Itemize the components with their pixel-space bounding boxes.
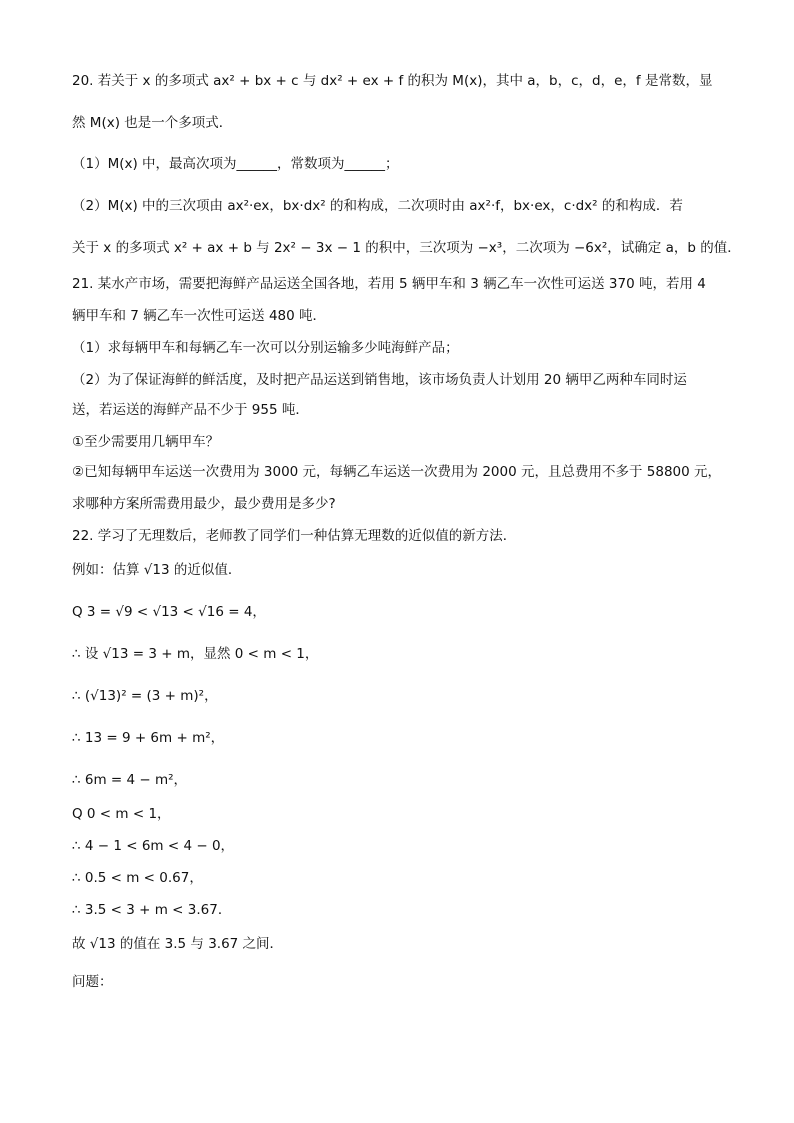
q21-sub1: ①至少需要用几辆甲车？	[72, 434, 220, 450]
q20-stem-line2: 然 M(x) 也是一个多项式．	[72, 115, 233, 131]
q21-part2-line1: （2）为了保证海鲜的鲜活度，及时把产品运送到销售地，该市场负责人计划用 20 辆甲乙两种车同时运	[72, 372, 687, 388]
q21-part2-line2: 送，若运送的海鲜产品不少于 955 吨．	[72, 402, 309, 418]
q22-conclusion: 故 √13 的值在 3.5 与 3.67 之间．	[72, 936, 284, 952]
q22-step4: ∴ 13 = 9 + 6m + m²，	[72, 730, 225, 746]
q21-stem-line1: 21. 某水产市场，需要把海鲜产品运送全国各地，若用 5 辆甲车和 3 辆乙车一次性可运送 370 吨，若用 4	[72, 276, 706, 292]
q20-part2-line2: 关于 x 的多项式 x² + ax + b 与 2x² − 3x − 1 的积中，三次项为 −x³，二次项为 −6x²，试确定 a，b 的值．	[72, 240, 741, 256]
q22-step1: Q 3 = √9 < √13 < √16 = 4，	[72, 604, 266, 620]
q22-step2: ∴ 设 √13 = 3 + m，显然 0 < m < 1，	[72, 646, 319, 662]
q22-question-label: 问题：	[72, 974, 113, 990]
q20-part1: （1）M(x) 中，最高次项为______，常数项为______；	[72, 156, 399, 172]
q21-stem-line2: 辆甲车和 7 辆乙车一次性可运送 480 吨．	[72, 308, 327, 324]
q21-part1: （1）求每辆甲车和每辆乙车一次可以分别运输多少吨海鲜产品；	[72, 340, 459, 356]
q22-step6: Q 0 < m < 1，	[72, 806, 171, 822]
q21-sub2-line1: ②已知每辆甲车运送一次费用为 3000 元，每辆乙车运送一次费用为 2000 元，且总费用不多于 58800 元，	[72, 464, 722, 480]
q22-step5: ∴ 6m = 4 − m²，	[72, 772, 188, 788]
q22-step8: ∴ 0.5 < m < 0.67，	[72, 870, 203, 886]
q22-step7: ∴ 4 − 1 < 6m < 4 − 0，	[72, 838, 235, 854]
q22-step9: ∴ 3.5 < 3 + m < 3.67．	[72, 902, 232, 918]
q22-stem: 22. 学习了无理数后，老师教了同学们一种估算无理数的近似值的新方法．	[72, 528, 517, 544]
q20-part2-line1: （2）M(x) 中的三次项由 ax²·ex，bx·dx² 的和构成，二次项时由 ax²·f，bx·ex，c·dx² 的和构成．若	[72, 198, 683, 214]
q20-stem-line1: 20. 若关于 x 的多项式 ax² + bx + c 与 dx² + ex + f 的积为 M(x)，其中 a，b，c，d，e，f 是常数，显	[72, 73, 713, 89]
q22-example: 例如：估算 √13 的近似值．	[72, 562, 242, 578]
q22-step3: ∴ (√13)² = (3 + m)²，	[72, 688, 218, 704]
q21-sub2-line2: 求哪种方案所需费用最少，最少费用是多少?	[72, 496, 336, 512]
